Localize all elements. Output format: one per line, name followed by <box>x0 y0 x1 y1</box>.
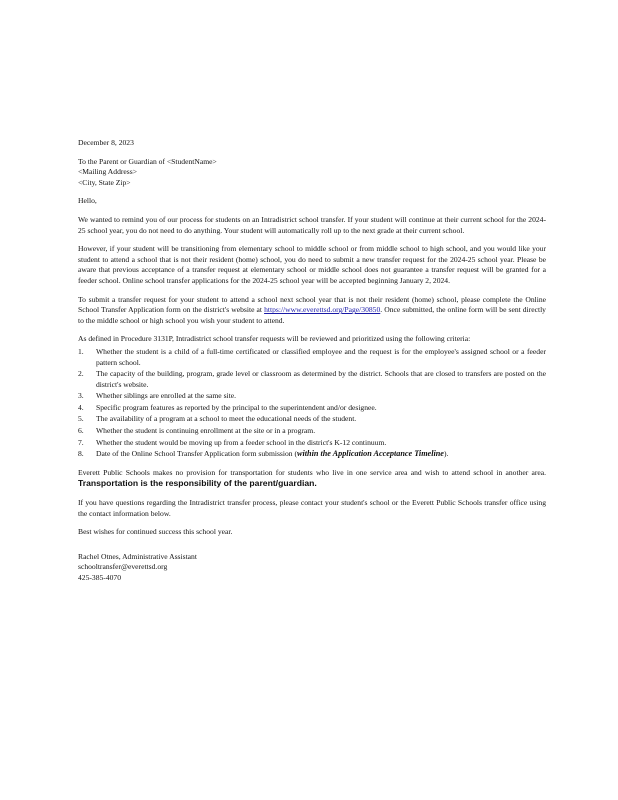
criteria-item <box>78 449 546 460</box>
criteria-8-end: ). <box>443 449 449 459</box>
city-state-zip-line: <City, State Zip> <box>78 177 131 187</box>
paragraph-transition: However, if your student will be transitioning from elementary school to middle school or from middle school to high school, and you would like your student to attend a school that is not their resident (home) school, you do need to submit a new transfer request for the 2024-25 school year. Please be aware that previous acceptance of a transfer request at elementary school or middle school does not guarantee a transfer request will be granted for a feeder school. Online school transfer applications for the 2024-25 school year will be accepted beginning January 2, 2024. <box>78 244 546 285</box>
recipient-line: To the Parent or Guardian of <StudentName> <box>78 156 217 166</box>
criteria-text: Whether the student would be moving up from a feeder school in the district's K-12 continuum. <box>96 437 387 447</box>
signer-name: Rachel Otnes, Administrative Assistant <box>78 551 197 561</box>
transportation-text: Everett Public Schools makes no provision for transportation for students who live in one service area and wish to attend school in another area. <box>78 467 546 477</box>
criteria-text: Specific program features as reported by the principal to the superintendent and/or designee. <box>96 402 377 412</box>
closing-line: Best wishes for continued success this school year. <box>78 527 233 537</box>
paragraph-submit <box>78 295 546 327</box>
signature-block <box>78 552 546 583</box>
acceptance-timeline-emphasis: within the Application Acceptance Timeline <box>297 449 444 459</box>
criteria-number: 4. <box>78 402 84 412</box>
criteria-number: 6. <box>78 426 84 436</box>
letter-date: December 8, 2023 <box>78 138 134 147</box>
criteria-text: The availability of a program at a school to meet the educational needs of the student. <box>96 414 357 424</box>
criteria-item <box>78 438 546 449</box>
criteria-item <box>78 403 546 414</box>
criteria-item <box>78 391 546 402</box>
criteria-number: 8. <box>78 449 84 459</box>
criteria-number: 3. <box>78 391 84 401</box>
signer-email: schooltransfer@everettsd.org <box>78 562 168 572</box>
criteria-text: The capacity of the building, program, grade level or classroom as determined by the district. Schools that are closed to transfers are posted on the district's website. <box>96 369 546 389</box>
transportation-responsibility-emphasis: Transportation is the responsibility of the parent/guardian. <box>78 478 317 489</box>
submit-text-before: To submit a transfer request for your student to attend a school next school year that is not their resident (home) school, please complete the Online School Transfer Application form on the district's website at <box>78 294 546 315</box>
criteria-text: Whether the student is a child of a full-time certificated or classified employee and the request is for the employee's assigned school or a feeder pattern school. <box>96 346 546 367</box>
paragraph-reminder: We wanted to remind you of our process for students on an Intradistrict school transfer. If your student will continue at their current school for the 2024-25 school year, you do not need to do anything. Your student will automatically roll up to the next grade at their current school. <box>78 214 546 235</box>
criteria-item <box>78 369 546 390</box>
signer-phone: 425-385-4070 <box>78 572 122 582</box>
criteria-number: 7. <box>78 437 84 447</box>
criteria-number: 5. <box>78 414 84 424</box>
paragraph-questions: If you have questions regarding the Intradistrict transfer process, please contact your student's school or the Everett Public Schools transfer office using the contact information below. <box>78 498 546 518</box>
paragraph-criteria-intro: As defined in Procedure 3131P, Intradistrict school transfer requests will be reviewed and prioritized using the following criteria: <box>78 334 471 344</box>
criteria-item <box>78 347 546 368</box>
greeting: Hello, <box>78 196 97 206</box>
criteria-text <box>96 449 546 460</box>
recipient-address <box>78 157 546 189</box>
transfer-application-link[interactable]: https://www.everettsd.org/Page/30850 <box>264 305 381 315</box>
paragraph-transportation <box>78 468 546 490</box>
criteria-number: 1. <box>78 346 84 356</box>
submit-text-after: . Once submitted, the online form will be sent directly to the middle school or high school you wish your student to attend. <box>78 305 546 325</box>
criteria-text: Whether siblings are enrolled at the same site. <box>96 391 237 401</box>
letter-document <box>78 138 546 583</box>
criteria-8-text: Date of the Online School Transfer Application form submission ( <box>96 449 298 459</box>
criteria-item <box>78 426 546 437</box>
criteria-item <box>78 414 546 425</box>
mailing-address-line: <Mailing Address> <box>78 167 137 177</box>
criteria-number: 2. <box>78 369 84 379</box>
criteria-list <box>78 347 546 460</box>
criteria-text: Whether the student is continuing enrollment at the site or in a program. <box>96 426 316 436</box>
